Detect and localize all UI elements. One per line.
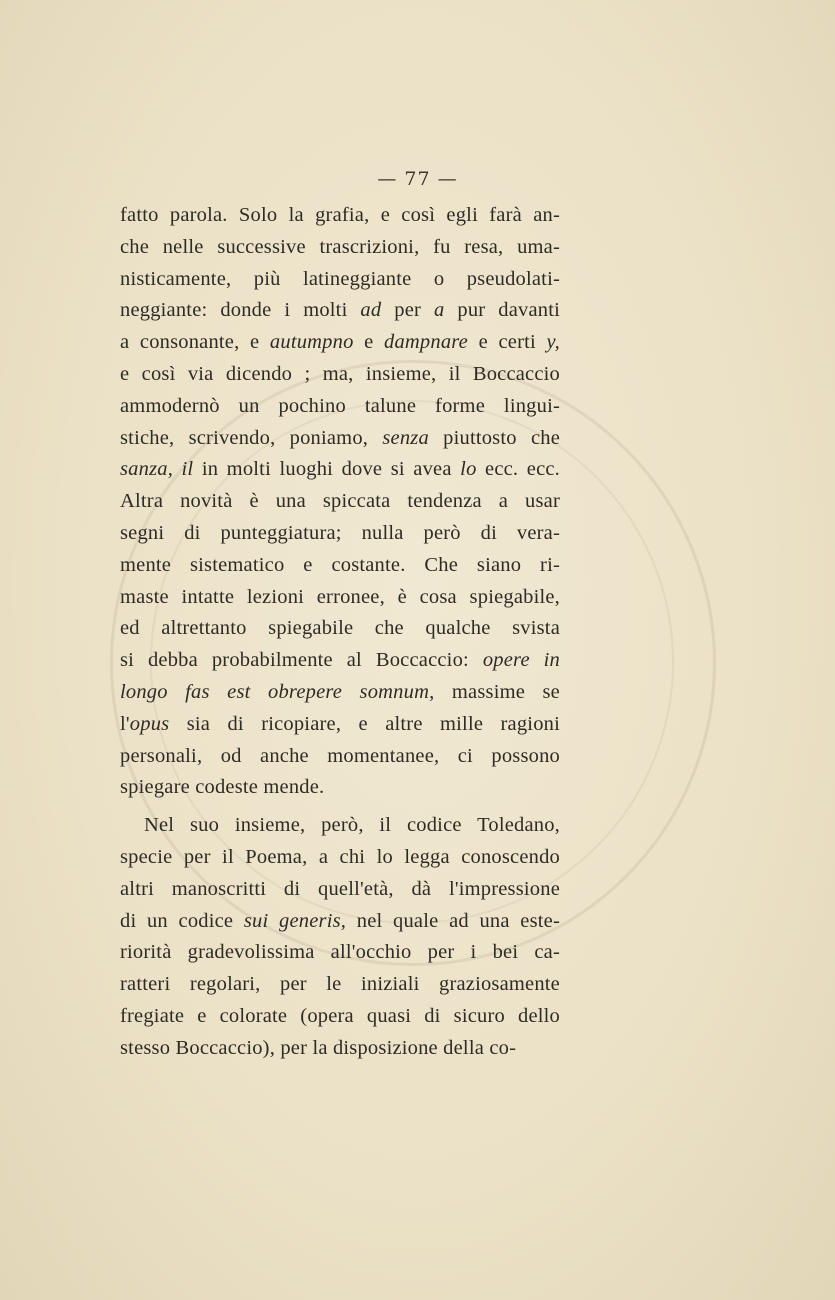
- text-segment: che nelle successive trascrizioni, fu resa, uma-: [120, 235, 560, 258]
- text-line: [120, 486, 560, 518]
- text-segment: neggiante: donde i molti: [120, 299, 361, 322]
- text-line: [120, 550, 560, 582]
- text-segment: pur davanti: [444, 299, 560, 322]
- text-line: [120, 772, 560, 804]
- page-number: — 77 —: [377, 168, 458, 190]
- text-line: [120, 906, 560, 938]
- text-segment: segni di punteggiatura; nulla però di vera-: [120, 521, 560, 544]
- text-line: [120, 264, 560, 296]
- text-line: [120, 423, 560, 455]
- text-line: [120, 842, 560, 874]
- text-segment: spiegare codeste mende.: [120, 776, 325, 799]
- text-line: [120, 295, 560, 327]
- text-line: [120, 1033, 560, 1065]
- text-segment: e così via dicendo ; ma, insieme, il Boccaccio: [120, 362, 560, 385]
- italic-text: longo fas est obrepere somnum,: [120, 680, 435, 703]
- text-line: [120, 391, 560, 423]
- text-line: [120, 582, 560, 614]
- italic-text: sui generis,: [243, 909, 347, 932]
- text-line: [120, 200, 560, 232]
- text-line: [120, 741, 560, 773]
- text-line: [120, 810, 560, 842]
- text-segment: stesso Boccaccio), per la disposizione della co-: [120, 1036, 517, 1059]
- text-line: [120, 1001, 560, 1033]
- text-line: [120, 969, 560, 1001]
- text-segment: ed altrettanto spiegabile che qualche svista: [120, 617, 560, 640]
- italic-text: opere in: [482, 649, 560, 672]
- text-segment: Nel suo insieme, però, il codice Toledano,: [144, 814, 560, 837]
- text-segment: a consonante, e: [120, 331, 270, 354]
- text-line: [120, 677, 560, 709]
- text-segment: maste intatte lezioni erronee, è cosa spiegabile,: [120, 585, 560, 608]
- text-segment: piuttosto che: [428, 426, 560, 449]
- text-segment: in molti luoghi dove si avea: [193, 458, 461, 481]
- text-segment: Altra novità è una spiccata tendenza a usar: [120, 490, 560, 513]
- text-line: [120, 645, 560, 677]
- text-segment: massime se: [434, 680, 560, 703]
- text-segment: si debba probabilmente al Boccaccio:: [120, 649, 483, 672]
- body-text: [120, 200, 560, 1065]
- text-segment: altri manoscritti di quell'età, dà l'impressione: [120, 877, 560, 900]
- text-segment: di un codice: [120, 909, 244, 932]
- italic-text: opus: [129, 712, 170, 735]
- italic-text: a: [433, 299, 445, 322]
- text-segment: ecc. ecc.: [476, 458, 560, 481]
- text-line: [120, 709, 560, 741]
- text-line: [120, 327, 560, 359]
- text-line: [120, 874, 560, 906]
- text-segment: fatto parola. Solo la grafia, e così egli farà an-: [120, 204, 560, 226]
- text-segment: personali, od anche momentanee, ci possono: [120, 744, 560, 767]
- text-segment: per: [381, 299, 434, 322]
- text-line: [120, 937, 560, 969]
- text-segment: ammodernò un pochino talune forme lingui-: [120, 394, 560, 417]
- text-line: [120, 518, 560, 550]
- text-line: [120, 359, 560, 391]
- italic-text: senza: [382, 426, 429, 449]
- text-segment: nel quale ad una este-: [346, 909, 560, 932]
- text-segment: ratteri regolari, per le iniziali graziosamente: [120, 973, 560, 996]
- italic-text: autumpno: [269, 331, 354, 354]
- text-segment: stiche, scrivendo, poniamo,: [120, 426, 383, 449]
- italic-text: y,: [546, 331, 560, 354]
- italic-text: dampnare: [384, 331, 468, 354]
- text-segment: e: [353, 331, 385, 354]
- text-segment: l': [120, 712, 130, 735]
- italic-text: lo: [460, 458, 477, 481]
- text-line: [120, 454, 560, 486]
- text-segment: specie per il Poema, a chi lo legga conoscendo: [120, 845, 560, 868]
- text-segment: mente sistematico e costante. Che siano ri-: [120, 553, 560, 576]
- italic-text: sanza, il: [120, 458, 194, 481]
- text-line: [120, 232, 560, 264]
- text-segment: riorità gradevolissima all'occhio per i bei ca-: [120, 941, 560, 964]
- text-segment: nisticamente, più latineggiante o pseudolati-: [120, 267, 560, 290]
- italic-text: ad: [360, 299, 382, 322]
- text-segment: sia di ricopiare, e altre mille ragioni: [169, 712, 560, 735]
- text-line: [120, 613, 560, 645]
- text-segment: e certi: [468, 331, 547, 354]
- text-segment: fregiate e colorate (opera quasi di sicuro dello: [120, 1004, 560, 1027]
- paragraph: [120, 200, 560, 804]
- paragraph: [120, 810, 560, 1064]
